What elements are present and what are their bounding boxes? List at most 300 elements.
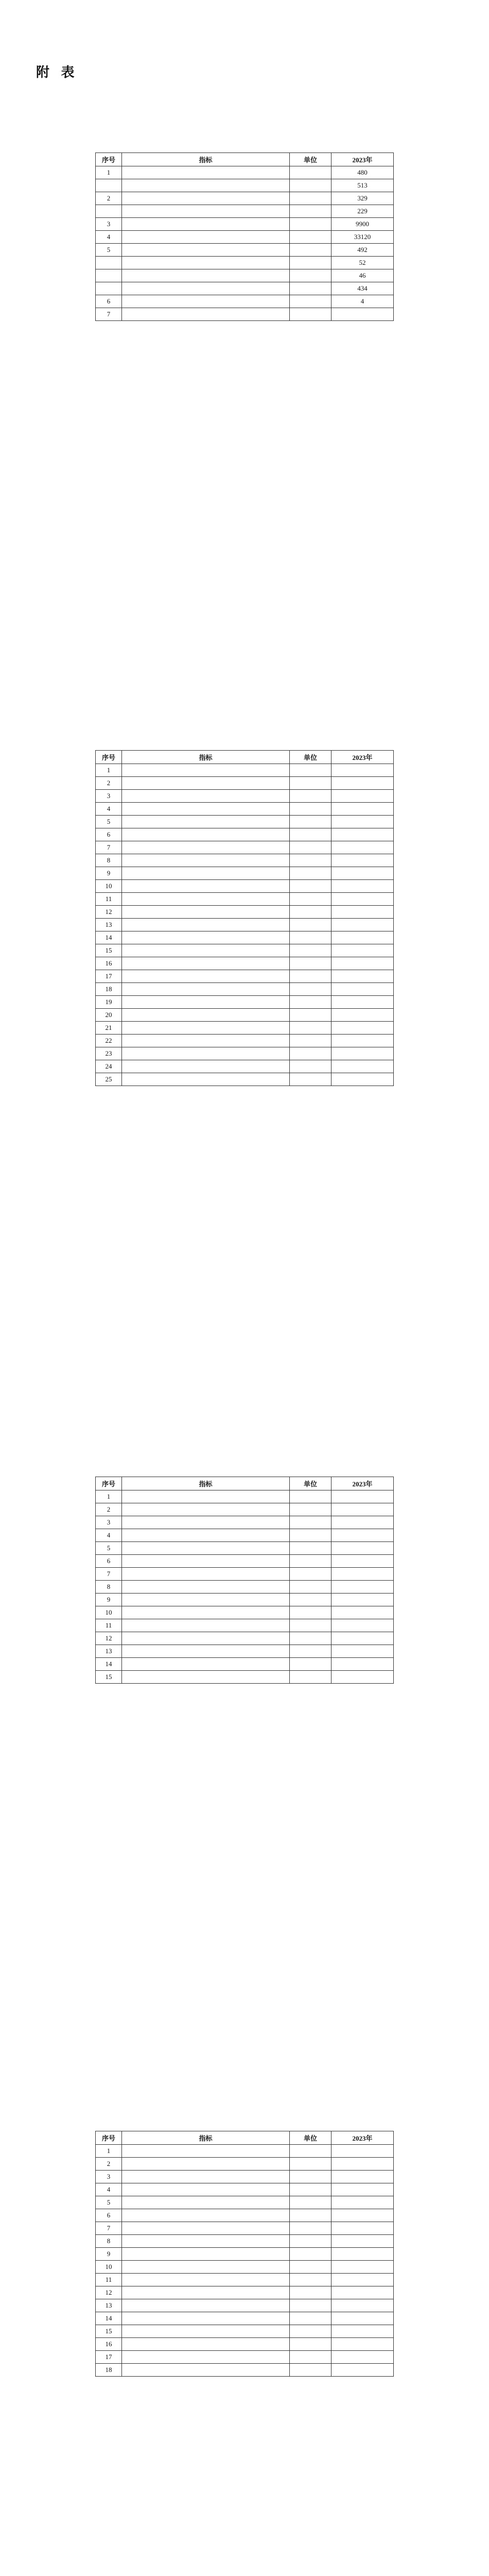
- row-unit: [290, 2364, 331, 2377]
- row-unit: [290, 269, 331, 282]
- row-number: 6: [96, 2209, 122, 2222]
- row-value: [331, 828, 394, 841]
- row-indicator: [122, 205, 290, 218]
- row-unit: [290, 295, 331, 308]
- row-number: [96, 257, 122, 269]
- row-value: [331, 816, 394, 828]
- row-number: 7: [96, 2222, 122, 2235]
- row-indicator: [122, 295, 290, 308]
- row-indicator: [122, 1073, 290, 1086]
- row-indicator: [122, 2261, 290, 2274]
- table-row: [96, 1035, 394, 1047]
- row-number: 13: [96, 2299, 122, 2312]
- row-unit: [290, 205, 331, 218]
- row-unit: [290, 1073, 331, 1086]
- row-value: [331, 970, 394, 983]
- row-value: 513: [331, 179, 394, 192]
- table-row: [96, 1671, 394, 1684]
- row-indicator: [122, 2312, 290, 2325]
- header-indicator: 指标: [122, 751, 290, 764]
- row-unit: [290, 192, 331, 205]
- row-unit: [290, 1619, 331, 1632]
- row-indicator: [122, 1619, 290, 1632]
- row-unit: [290, 2351, 331, 2364]
- row-indicator: [122, 1047, 290, 1060]
- row-number: 2: [96, 777, 122, 790]
- row-number: 17: [96, 970, 122, 983]
- row-indicator: [122, 1009, 290, 1022]
- row-indicator: [122, 777, 290, 790]
- row-unit: [290, 1658, 331, 1671]
- row-number: [96, 269, 122, 282]
- table-row: [96, 1047, 394, 1060]
- row-value: [331, 2312, 394, 2325]
- table-row: [96, 1568, 394, 1581]
- row-unit: [290, 790, 331, 803]
- row-number: 2: [96, 1503, 122, 1516]
- row-number: 3: [96, 1516, 122, 1529]
- row-number: 3: [96, 218, 122, 231]
- row-number: 12: [96, 906, 122, 919]
- row-value: [331, 2351, 394, 2364]
- row-value: [331, 2145, 394, 2158]
- row-unit: [290, 1568, 331, 1581]
- table-row: [96, 816, 394, 828]
- header-no: 序号: [96, 751, 122, 764]
- row-unit: [290, 931, 331, 944]
- table-row: [96, 231, 394, 244]
- row-number: 25: [96, 1073, 122, 1086]
- table-row: [96, 957, 394, 970]
- table-row: [96, 1645, 394, 1658]
- table-row: [96, 2145, 394, 2158]
- header-indicator: 指标: [122, 1477, 290, 1490]
- row-indicator: [122, 1594, 290, 1606]
- row-unit: [290, 218, 331, 231]
- row-number: 5: [96, 816, 122, 828]
- table-row: [96, 906, 394, 919]
- row-indicator: [122, 867, 290, 880]
- table-row: [96, 1060, 394, 1073]
- row-number: 7: [96, 841, 122, 854]
- row-value: [331, 983, 394, 996]
- row-value: [331, 2364, 394, 2377]
- row-number: 9: [96, 1594, 122, 1606]
- row-indicator: [122, 764, 290, 777]
- table-row: [96, 282, 394, 295]
- row-unit: [290, 1606, 331, 1619]
- header-unit: 单位: [290, 751, 331, 764]
- row-unit: [290, 1555, 331, 1568]
- table-row: [96, 2248, 394, 2261]
- row-number: 15: [96, 944, 122, 957]
- row-indicator: [122, 218, 290, 231]
- table-row: [96, 867, 394, 880]
- table-row: [96, 2222, 394, 2235]
- table-row: [96, 841, 394, 854]
- table-row: [96, 854, 394, 867]
- row-indicator: [122, 1490, 290, 1503]
- table-row: [96, 308, 394, 321]
- row-unit: [290, 816, 331, 828]
- row-indicator: [122, 970, 290, 983]
- row-unit: [290, 257, 331, 269]
- row-value: [331, 1619, 394, 1632]
- row-number: 23: [96, 1047, 122, 1060]
- table-row: [96, 1581, 394, 1594]
- row-number: 3: [96, 790, 122, 803]
- indicator-table: [95, 750, 394, 1086]
- row-indicator: [122, 2325, 290, 2338]
- row-number: 4: [96, 231, 122, 244]
- row-unit: [290, 2299, 331, 2312]
- row-number: 11: [96, 893, 122, 906]
- row-indicator: [122, 2248, 290, 2261]
- row-value: [331, 2274, 394, 2286]
- row-value: 492: [331, 244, 394, 257]
- header-year: 2023年: [331, 153, 394, 166]
- row-unit: [290, 2325, 331, 2338]
- row-number: 7: [96, 1568, 122, 1581]
- row-value: [331, 893, 394, 906]
- table-row: [96, 2171, 394, 2183]
- row-unit: [290, 1060, 331, 1073]
- row-indicator: [122, 308, 290, 321]
- row-value: [331, 1594, 394, 1606]
- row-value: [331, 931, 394, 944]
- table-section-2: [95, 747, 394, 1086]
- row-value: [331, 996, 394, 1009]
- table-row: [96, 970, 394, 983]
- row-value: [331, 308, 394, 321]
- row-value: [331, 2196, 394, 2209]
- row-indicator: [122, 1645, 290, 1658]
- table-header-row: [96, 153, 394, 166]
- row-unit: [290, 308, 331, 321]
- row-indicator: [122, 1022, 290, 1035]
- row-value: [331, 777, 394, 790]
- row-number: [96, 179, 122, 192]
- table-row: [96, 983, 394, 996]
- row-value: 229: [331, 205, 394, 218]
- table-row: [96, 1632, 394, 1645]
- row-value: [331, 919, 394, 931]
- header-unit: 单位: [290, 1477, 331, 1490]
- header-year: 2023年: [331, 1477, 394, 1490]
- row-indicator: [122, 1060, 290, 1073]
- row-indicator: [122, 282, 290, 295]
- row-value: [331, 854, 394, 867]
- row-number: 9: [96, 867, 122, 880]
- table-row: [96, 893, 394, 906]
- row-value: [331, 2171, 394, 2183]
- row-indicator: [122, 1568, 290, 1581]
- indicator-table: [95, 1477, 394, 1684]
- row-value: [331, 1516, 394, 1529]
- row-unit: [290, 2196, 331, 2209]
- row-indicator: [122, 1671, 290, 1684]
- row-number: 6: [96, 828, 122, 841]
- row-value: [331, 2235, 394, 2248]
- table-row: [96, 2274, 394, 2286]
- table-row: [96, 2261, 394, 2274]
- table-section-1: [95, 149, 394, 321]
- row-value: 46: [331, 269, 394, 282]
- row-indicator: [122, 179, 290, 192]
- row-indicator: [122, 1542, 290, 1555]
- row-number: 1: [96, 166, 122, 179]
- row-unit: [290, 777, 331, 790]
- table-row: [96, 1516, 394, 1529]
- row-indicator: [122, 269, 290, 282]
- row-indicator: [122, 2209, 290, 2222]
- row-value: [331, 1035, 394, 1047]
- table-row: [96, 944, 394, 957]
- row-indicator: [122, 931, 290, 944]
- row-indicator: [122, 1516, 290, 1529]
- row-value: [331, 790, 394, 803]
- table-section-3: [95, 1473, 394, 1684]
- row-value: [331, 1060, 394, 1073]
- row-unit: [290, 1581, 331, 1594]
- row-indicator: [122, 2235, 290, 2248]
- table-row: [96, 803, 394, 816]
- row-number: 24: [96, 1060, 122, 1073]
- row-number: 15: [96, 2325, 122, 2338]
- row-value: [331, 2209, 394, 2222]
- row-number: 8: [96, 854, 122, 867]
- row-indicator: [122, 790, 290, 803]
- row-number: 5: [96, 244, 122, 257]
- table-row: [96, 179, 394, 192]
- row-indicator: [122, 841, 290, 854]
- table-row: [96, 996, 394, 1009]
- row-number: 1: [96, 764, 122, 777]
- row-unit: [290, 2312, 331, 2325]
- row-indicator: [122, 2183, 290, 2196]
- row-indicator: [122, 166, 290, 179]
- row-value: [331, 880, 394, 893]
- row-indicator: [122, 1503, 290, 1516]
- row-value: [331, 1568, 394, 1581]
- row-unit: [290, 828, 331, 841]
- table-row: [96, 1555, 394, 1568]
- row-unit: [290, 2145, 331, 2158]
- table-row: [96, 1594, 394, 1606]
- row-number: 14: [96, 2312, 122, 2325]
- row-value: 480: [331, 166, 394, 179]
- row-indicator: [122, 2171, 290, 2183]
- row-unit: [290, 2338, 331, 2351]
- row-number: 3: [96, 2171, 122, 2183]
- row-value: 434: [331, 282, 394, 295]
- header-indicator: 指标: [122, 2131, 290, 2145]
- row-number: 10: [96, 2261, 122, 2274]
- table-row: [96, 2235, 394, 2248]
- row-unit: [290, 2248, 331, 2261]
- row-value: [331, 1645, 394, 1658]
- row-value: [331, 1555, 394, 1568]
- row-indicator: [122, 1529, 290, 1542]
- row-unit: [290, 2274, 331, 2286]
- row-number: 10: [96, 1606, 122, 1619]
- table-row: [96, 764, 394, 777]
- table-row: [96, 1490, 394, 1503]
- row-indicator: [122, 906, 290, 919]
- row-unit: [290, 2235, 331, 2248]
- row-value: [331, 1503, 394, 1516]
- header-year: 2023年: [331, 751, 394, 764]
- table-row: [96, 1009, 394, 1022]
- row-number: 2: [96, 192, 122, 205]
- row-number: 7: [96, 308, 122, 321]
- row-indicator: [122, 2158, 290, 2171]
- row-unit: [290, 803, 331, 816]
- row-unit: [290, 1022, 331, 1035]
- row-unit: [290, 764, 331, 777]
- header-no: 序号: [96, 153, 122, 166]
- row-value: [331, 1606, 394, 1619]
- table-row: [96, 1658, 394, 1671]
- table-row: [96, 257, 394, 269]
- row-unit: [290, 1632, 331, 1645]
- table-row: [96, 2196, 394, 2209]
- row-unit: [290, 1047, 331, 1060]
- row-number: 1: [96, 2145, 122, 2158]
- table-row: [96, 880, 394, 893]
- row-value: [331, 2183, 394, 2196]
- row-value: 329: [331, 192, 394, 205]
- row-value: [331, 2222, 394, 2235]
- row-value: [331, 1073, 394, 1086]
- row-indicator: [122, 1555, 290, 1568]
- table-row: [96, 269, 394, 282]
- table-row: [96, 218, 394, 231]
- row-number: [96, 282, 122, 295]
- row-unit: [290, 944, 331, 957]
- row-indicator: [122, 2222, 290, 2235]
- row-unit: [290, 2222, 331, 2235]
- table-row: [96, 1529, 394, 1542]
- row-value: 33120: [331, 231, 394, 244]
- row-indicator: [122, 816, 290, 828]
- row-indicator: [122, 919, 290, 931]
- header-unit: 单位: [290, 2131, 331, 2145]
- table-section-4: [95, 2128, 394, 2377]
- row-number: 22: [96, 1035, 122, 1047]
- row-unit: [290, 244, 331, 257]
- row-unit: [290, 2261, 331, 2274]
- row-value: [331, 1047, 394, 1060]
- row-value: [331, 2158, 394, 2171]
- row-indicator: [122, 2299, 290, 2312]
- table-row: [96, 2183, 394, 2196]
- table-header-row: [96, 1477, 394, 1490]
- row-indicator: [122, 257, 290, 269]
- row-value: 9900: [331, 218, 394, 231]
- row-number: 4: [96, 1529, 122, 1542]
- row-value: [331, 1658, 394, 1671]
- row-value: [331, 764, 394, 777]
- row-indicator: [122, 854, 290, 867]
- row-unit: [290, 880, 331, 893]
- row-value: [331, 906, 394, 919]
- row-unit: [290, 1529, 331, 1542]
- table-row: [96, 166, 394, 179]
- row-indicator: [122, 231, 290, 244]
- row-indicator: [122, 244, 290, 257]
- row-indicator: [122, 828, 290, 841]
- row-indicator: [122, 2351, 290, 2364]
- row-unit: [290, 1009, 331, 1022]
- row-indicator: [122, 996, 290, 1009]
- row-indicator: [122, 1035, 290, 1047]
- row-indicator: [122, 2338, 290, 2351]
- row-number: 16: [96, 957, 122, 970]
- row-number: 12: [96, 2286, 122, 2299]
- row-indicator: [122, 983, 290, 996]
- row-indicator: [122, 2145, 290, 2158]
- row-value: [331, 1009, 394, 1022]
- row-indicator: [122, 1632, 290, 1645]
- row-number: 2: [96, 2158, 122, 2171]
- row-number: 6: [96, 295, 122, 308]
- row-indicator: [122, 1658, 290, 1671]
- row-number: 15: [96, 1671, 122, 1684]
- row-number: 14: [96, 1658, 122, 1671]
- row-unit: [290, 2209, 331, 2222]
- table-row: [96, 2299, 394, 2312]
- table-row: [96, 931, 394, 944]
- row-unit: [290, 970, 331, 983]
- table-row: [96, 295, 394, 308]
- row-number: 5: [96, 1542, 122, 1555]
- row-indicator: [122, 893, 290, 906]
- row-indicator: [122, 1581, 290, 1594]
- row-unit: [290, 2158, 331, 2171]
- table-header-row: [96, 2131, 394, 2145]
- row-unit: [290, 996, 331, 1009]
- row-number: 18: [96, 2364, 122, 2377]
- row-value: [331, 1542, 394, 1555]
- table-row: [96, 1542, 394, 1555]
- table-row: [96, 192, 394, 205]
- row-value: [331, 2299, 394, 2312]
- row-indicator: [122, 2364, 290, 2377]
- row-value: [331, 803, 394, 816]
- row-number: 21: [96, 1022, 122, 1035]
- row-unit: [290, 867, 331, 880]
- row-value: [331, 2261, 394, 2274]
- row-value: [331, 1671, 394, 1684]
- table-row: [96, 1619, 394, 1632]
- row-number: [96, 205, 122, 218]
- row-value: 52: [331, 257, 394, 269]
- row-value: [331, 2325, 394, 2338]
- row-unit: [290, 893, 331, 906]
- row-unit: [290, 957, 331, 970]
- row-indicator: [122, 803, 290, 816]
- row-number: 9: [96, 2248, 122, 2261]
- row-value: [331, 1529, 394, 1542]
- row-unit: [290, 1645, 331, 1658]
- row-number: 8: [96, 1581, 122, 1594]
- row-unit: [290, 1490, 331, 1503]
- table-row: [96, 1503, 394, 1516]
- row-unit: [290, 983, 331, 996]
- row-value: 4: [331, 295, 394, 308]
- row-unit: [290, 231, 331, 244]
